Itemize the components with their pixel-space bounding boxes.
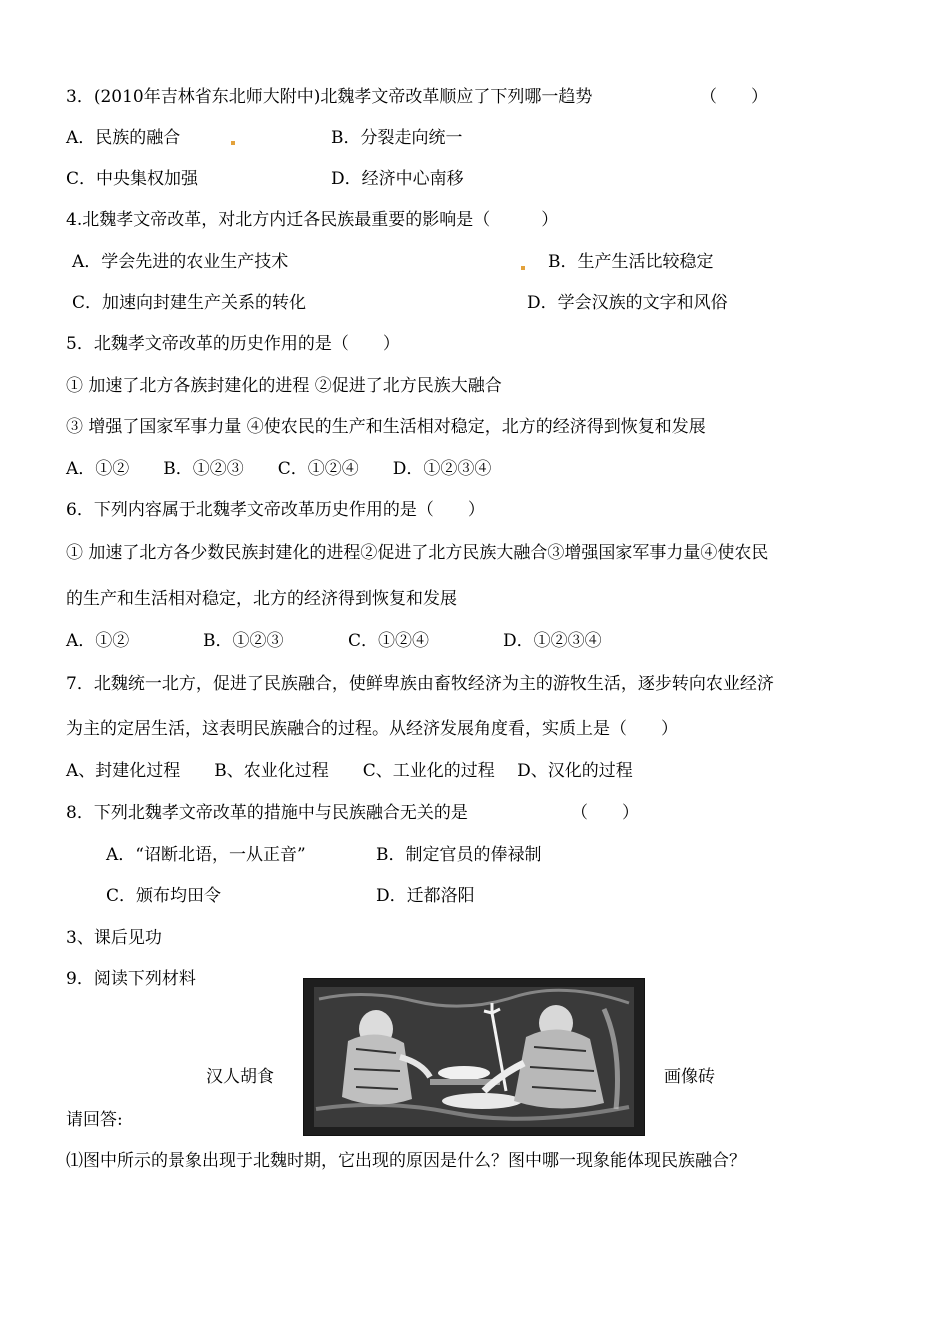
q8-option-a: A．“诏断北语，一从正音” <box>106 845 306 865</box>
q3-option-d: D．经济中心南移 <box>331 169 464 189</box>
q7-stem-1: 7．北魏统一北方，促进了民族融合，使鲜卑族由畜牧经济为主的游牧生活，逐步转向农业经济 <box>66 674 774 694</box>
q7-options: A、封建化过程 B、农业化过程 C、工业化的过程 D、汉化的过程 <box>66 761 633 781</box>
q4-option-c: C．加速向封建生产关系的转化 <box>72 293 307 313</box>
q5-stem: 5．北魏孝文帝改革的历史作用的是（ ） <box>66 334 400 354</box>
q7-stem-2: 为主的定居生活，这表明民族融合的过程。从经济发展角度看，实质上是（ ） <box>66 719 678 739</box>
stray-mark <box>521 266 525 270</box>
q3-answer-paren: （ ） <box>700 87 768 107</box>
q5-statements-2: ③ 增强了国家军事力量 ④使农民的生产和生活相对稳定，北方的经济得到恢复和发展 <box>66 417 706 437</box>
q6-option-a: A．①② <box>66 631 130 651</box>
q6-statements-2: 的生产和生活相对稳定，北方的经济得到恢复和发展 <box>66 589 457 609</box>
q8-stem: 8．下列北魏孝文帝改革的措施中与民族融合无关的是 <box>66 803 468 823</box>
image-caption-right: 画像砖 <box>664 1067 715 1087</box>
q3-option-a: A．民族的融合 <box>66 128 181 148</box>
q9-subquestion-1: ⑴图中所示的景象出现于北魏时期，它出现的原因是什么？图中哪一现象能体现民族融合？ <box>66 1151 746 1171</box>
q8-option-c: C．颁布均田令 <box>106 886 222 906</box>
q8-answer-paren: （ ） <box>571 803 639 823</box>
q6-statements-1: ① 加速了北方各少数民族封建化的进程②促进了北方民族大融合③增强国家军事力量④使农民 <box>66 543 769 563</box>
q3-option-c: C．中央集权加强 <box>66 169 199 189</box>
q3-option-b: B．分裂走向统一 <box>331 128 463 148</box>
q9-prompt: 请回答: <box>66 1110 123 1130</box>
q6-option-d: D．①②③④ <box>503 631 602 651</box>
section-heading: 3、课后见功 <box>66 928 162 948</box>
q4-stem: 4.北魏孝文帝改革，对北方内迁各民族最重要的影响是（ ） <box>66 210 559 230</box>
q6-stem: 6．下列内容属于北魏孝文帝改革历史作用的是（ ） <box>66 500 485 520</box>
image-caption-left: 汉人胡食 <box>206 1067 274 1087</box>
q4-option-b: B．生产生活比较稳定 <box>548 252 714 272</box>
q6-option-b: B．①②③ <box>203 631 284 651</box>
q8-option-b: B．制定官员的俸禄制 <box>376 845 542 865</box>
q8-option-d: D．迁都洛阳 <box>376 886 475 906</box>
q6-option-c: C．①②④ <box>348 631 430 651</box>
q3-stem: 3．(2010年吉林省东北师大附中)北魏孝文帝改革顺应了下列哪一趋势 <box>66 87 593 107</box>
q5-options: A．①② B．①②③ C．①②④ D．①②③④ <box>66 459 492 479</box>
stray-mark <box>231 141 235 145</box>
q5-statements-1: ① 加速了北方各族封建化的进程 ②促进了北方民族大融合 <box>66 376 502 396</box>
q4-option-a: A．学会先进的农业生产技术 <box>72 252 289 272</box>
q4-option-d: D．学会汉族的文字和风俗 <box>527 293 728 313</box>
q9-stem: 9．阅读下列材料 <box>66 969 196 989</box>
brick-relief-image <box>303 978 645 1136</box>
